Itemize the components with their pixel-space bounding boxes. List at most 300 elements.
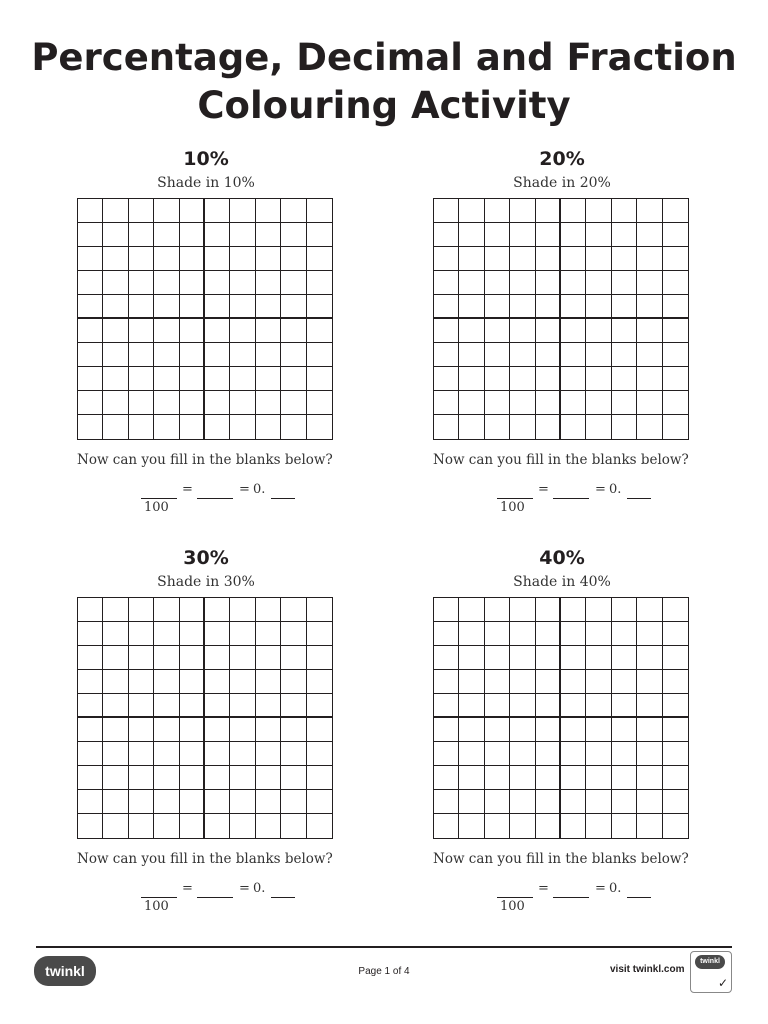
grid-cell[interactable] (536, 718, 561, 742)
grid-cell[interactable] (205, 718, 230, 742)
grid-cell[interactable] (536, 766, 561, 790)
grid-cell[interactable] (434, 367, 459, 391)
grid-cell[interactable] (78, 742, 103, 766)
grid-cell[interactable] (205, 598, 230, 622)
grid-cell[interactable] (129, 814, 154, 838)
grid-cell[interactable] (205, 295, 230, 319)
grid-cell[interactable] (256, 622, 281, 646)
grid-cell[interactable] (307, 367, 332, 391)
grid-cell[interactable] (561, 295, 586, 319)
grid-cell[interactable] (663, 391, 688, 415)
grid-cell[interactable] (434, 391, 459, 415)
grid-cell[interactable] (637, 295, 662, 319)
grid-cell[interactable] (612, 790, 637, 814)
grid-cell[interactable] (536, 199, 561, 223)
grid-cell[interactable] (256, 670, 281, 694)
grid-cell[interactable] (586, 367, 611, 391)
grid-cell[interactable] (154, 598, 179, 622)
grid-cell[interactable] (510, 295, 535, 319)
grid-cell[interactable] (459, 742, 484, 766)
grid-cell[interactable] (205, 415, 230, 439)
grid-cell[interactable] (103, 295, 128, 319)
grid-cell[interactable] (663, 367, 688, 391)
grid-cell[interactable] (230, 790, 255, 814)
grid-cell[interactable] (510, 718, 535, 742)
grid-cell[interactable] (663, 199, 688, 223)
grid-cell[interactable] (663, 343, 688, 367)
grid-cell[interactable] (78, 598, 103, 622)
grid-cell[interactable] (663, 790, 688, 814)
grid-cell[interactable] (307, 622, 332, 646)
grid-cell[interactable] (663, 670, 688, 694)
grid-cell[interactable] (154, 646, 179, 670)
grid-cell[interactable] (561, 790, 586, 814)
grid-cell[interactable] (637, 766, 662, 790)
grid-cell[interactable] (485, 622, 510, 646)
grid-cell[interactable] (510, 319, 535, 343)
grid-cell[interactable] (307, 718, 332, 742)
grid-cell[interactable] (256, 415, 281, 439)
grid-cell[interactable] (307, 343, 332, 367)
grid-cell[interactable] (180, 646, 205, 670)
grid-cell[interactable] (536, 247, 561, 271)
decimal-blank[interactable] (271, 498, 295, 499)
grid-cell[interactable] (307, 694, 332, 718)
visit-website-text[interactable]: visit twinkl.com (610, 964, 685, 975)
grid-cell[interactable] (129, 367, 154, 391)
grid-cell[interactable] (485, 391, 510, 415)
grid-cell[interactable] (230, 718, 255, 742)
grid-cell[interactable] (103, 391, 128, 415)
grid-cell[interactable] (281, 646, 306, 670)
grid-cell[interactable] (180, 598, 205, 622)
grid-cell[interactable] (434, 223, 459, 247)
decimal-blank[interactable] (627, 498, 651, 499)
grid-cell[interactable] (154, 622, 179, 646)
grid-cell[interactable] (485, 670, 510, 694)
grid-cell[interactable] (103, 694, 128, 718)
grid-cell[interactable] (536, 367, 561, 391)
grid-cell[interactable] (180, 742, 205, 766)
grid-cell[interactable] (307, 223, 332, 247)
grid-cell[interactable] (510, 223, 535, 247)
hundred-square-grid[interactable] (433, 198, 689, 440)
grid-cell[interactable] (256, 766, 281, 790)
grid-cell[interactable] (307, 391, 332, 415)
grid-cell[interactable] (663, 646, 688, 670)
grid-cell[interactable] (434, 343, 459, 367)
grid-cell[interactable] (78, 199, 103, 223)
numerator-blank[interactable] (497, 897, 533, 898)
grid-cell[interactable] (129, 391, 154, 415)
grid-cell[interactable] (510, 694, 535, 718)
grid-cell[interactable] (180, 223, 205, 247)
grid-cell[interactable] (459, 670, 484, 694)
grid-cell[interactable] (154, 814, 179, 838)
grid-cell[interactable] (510, 199, 535, 223)
grid-cell[interactable] (612, 223, 637, 247)
numerator-blank[interactable] (141, 897, 177, 898)
grid-cell[interactable] (637, 742, 662, 766)
grid-cell[interactable] (307, 295, 332, 319)
grid-cell[interactable] (78, 247, 103, 271)
grid-cell[interactable] (230, 319, 255, 343)
grid-cell[interactable] (637, 670, 662, 694)
grid-cell[interactable] (256, 343, 281, 367)
grid-cell[interactable] (281, 694, 306, 718)
grid-cell[interactable] (459, 598, 484, 622)
grid-cell[interactable] (637, 790, 662, 814)
grid-cell[interactable] (281, 766, 306, 790)
grid-cell[interactable] (103, 271, 128, 295)
grid-cell[interactable] (459, 271, 484, 295)
grid-cell[interactable] (561, 646, 586, 670)
grid-cell[interactable] (485, 223, 510, 247)
grid-cell[interactable] (637, 199, 662, 223)
grid-cell[interactable] (637, 814, 662, 838)
grid-cell[interactable] (256, 598, 281, 622)
grid-cell[interactable] (78, 319, 103, 343)
grid-cell[interactable] (129, 319, 154, 343)
grid-cell[interactable] (281, 598, 306, 622)
grid-cell[interactable] (612, 199, 637, 223)
grid-cell[interactable] (78, 415, 103, 439)
grid-cell[interactable] (256, 694, 281, 718)
grid-cell[interactable] (281, 295, 306, 319)
grid-cell[interactable] (78, 670, 103, 694)
grid-cell[interactable] (78, 367, 103, 391)
grid-cell[interactable] (510, 343, 535, 367)
grid-cell[interactable] (510, 766, 535, 790)
grid-cell[interactable] (663, 223, 688, 247)
grid-cell[interactable] (434, 694, 459, 718)
grid-cell[interactable] (281, 415, 306, 439)
grid-cell[interactable] (459, 295, 484, 319)
grid-cell[interactable] (129, 295, 154, 319)
grid-cell[interactable] (434, 295, 459, 319)
grid-cell[interactable] (459, 718, 484, 742)
grid-cell[interactable] (103, 718, 128, 742)
grid-cell[interactable] (561, 766, 586, 790)
grid-cell[interactable] (510, 742, 535, 766)
grid-cell[interactable] (205, 223, 230, 247)
grid-cell[interactable] (230, 247, 255, 271)
grid-cell[interactable] (103, 223, 128, 247)
grid-cell[interactable] (154, 694, 179, 718)
grid-cell[interactable] (180, 391, 205, 415)
percent-blank[interactable] (197, 498, 233, 499)
grid-cell[interactable] (637, 391, 662, 415)
grid-cell[interactable] (561, 670, 586, 694)
grid-cell[interactable] (103, 247, 128, 271)
grid-cell[interactable] (154, 319, 179, 343)
grid-cell[interactable] (154, 766, 179, 790)
grid-cell[interactable] (180, 694, 205, 718)
grid-cell[interactable] (561, 343, 586, 367)
grid-cell[interactable] (205, 622, 230, 646)
grid-cell[interactable] (459, 367, 484, 391)
grid-cell[interactable] (459, 415, 484, 439)
grid-cell[interactable] (129, 415, 154, 439)
grid-cell[interactable] (663, 742, 688, 766)
grid-cell[interactable] (230, 367, 255, 391)
grid-cell[interactable] (205, 790, 230, 814)
grid-cell[interactable] (256, 271, 281, 295)
grid-cell[interactable] (230, 415, 255, 439)
grid-cell[interactable] (485, 415, 510, 439)
grid-cell[interactable] (307, 670, 332, 694)
grid-cell[interactable] (561, 199, 586, 223)
grid-cell[interactable] (154, 742, 179, 766)
grid-cell[interactable] (561, 247, 586, 271)
grid-cell[interactable] (459, 247, 484, 271)
grid-cell[interactable] (485, 766, 510, 790)
grid-cell[interactable] (586, 199, 611, 223)
grid-cell[interactable] (281, 199, 306, 223)
grid-cell[interactable] (485, 367, 510, 391)
grid-cell[interactable] (612, 247, 637, 271)
grid-cell[interactable] (281, 367, 306, 391)
grid-cell[interactable] (485, 295, 510, 319)
grid-cell[interactable] (230, 391, 255, 415)
grid-cell[interactable] (129, 271, 154, 295)
grid-cell[interactable] (230, 598, 255, 622)
grid-cell[interactable] (281, 670, 306, 694)
decimal-blank[interactable] (627, 897, 651, 898)
grid-cell[interactable] (612, 415, 637, 439)
grid-cell[interactable] (307, 271, 332, 295)
grid-cell[interactable] (180, 367, 205, 391)
grid-cell[interactable] (485, 742, 510, 766)
grid-cell[interactable] (129, 199, 154, 223)
grid-cell[interactable] (154, 670, 179, 694)
grid-cell[interactable] (536, 271, 561, 295)
grid-cell[interactable] (612, 367, 637, 391)
grid-cell[interactable] (230, 622, 255, 646)
grid-cell[interactable] (637, 415, 662, 439)
numerator-blank[interactable] (141, 498, 177, 499)
percent-blank[interactable] (553, 897, 589, 898)
hundred-square-grid[interactable] (433, 597, 689, 839)
grid-cell[interactable] (281, 391, 306, 415)
grid-cell[interactable] (307, 199, 332, 223)
grid-cell[interactable] (663, 295, 688, 319)
grid-cell[interactable] (154, 247, 179, 271)
grid-cell[interactable] (180, 670, 205, 694)
grid-cell[interactable] (230, 295, 255, 319)
grid-cell[interactable] (103, 367, 128, 391)
grid-cell[interactable] (612, 766, 637, 790)
grid-cell[interactable] (586, 295, 611, 319)
grid-cell[interactable] (205, 199, 230, 223)
grid-cell[interactable] (434, 247, 459, 271)
grid-cell[interactable] (637, 718, 662, 742)
grid-cell[interactable] (256, 223, 281, 247)
grid-cell[interactable] (561, 415, 586, 439)
grid-cell[interactable] (307, 319, 332, 343)
grid-cell[interactable] (180, 718, 205, 742)
grid-cell[interactable] (256, 814, 281, 838)
grid-cell[interactable] (78, 766, 103, 790)
grid-cell[interactable] (561, 742, 586, 766)
grid-cell[interactable] (78, 295, 103, 319)
grid-cell[interactable] (103, 742, 128, 766)
grid-cell[interactable] (205, 271, 230, 295)
grid-cell[interactable] (586, 742, 611, 766)
grid-cell[interactable] (78, 343, 103, 367)
grid-cell[interactable] (78, 622, 103, 646)
grid-cell[interactable] (434, 646, 459, 670)
grid-cell[interactable] (637, 223, 662, 247)
grid-cell[interactable] (663, 598, 688, 622)
grid-cell[interactable] (103, 343, 128, 367)
grid-cell[interactable] (307, 415, 332, 439)
grid-cell[interactable] (256, 742, 281, 766)
grid-cell[interactable] (256, 718, 281, 742)
grid-cell[interactable] (154, 223, 179, 247)
grid-cell[interactable] (205, 694, 230, 718)
grid-cell[interactable] (510, 367, 535, 391)
grid-cell[interactable] (180, 247, 205, 271)
grid-cell[interactable] (129, 718, 154, 742)
grid-cell[interactable] (485, 271, 510, 295)
grid-cell[interactable] (536, 622, 561, 646)
grid-cell[interactable] (129, 790, 154, 814)
grid-cell[interactable] (230, 766, 255, 790)
grid-cell[interactable] (129, 694, 154, 718)
grid-cell[interactable] (459, 622, 484, 646)
grid-cell[interactable] (434, 622, 459, 646)
grid-cell[interactable] (103, 766, 128, 790)
grid-cell[interactable] (78, 646, 103, 670)
numerator-blank[interactable] (497, 498, 533, 499)
grid-cell[interactable] (434, 814, 459, 838)
grid-cell[interactable] (180, 319, 205, 343)
grid-cell[interactable] (256, 646, 281, 670)
grid-cell[interactable] (459, 319, 484, 343)
grid-cell[interactable] (129, 766, 154, 790)
grid-cell[interactable] (561, 694, 586, 718)
grid-cell[interactable] (103, 790, 128, 814)
grid-cell[interactable] (510, 247, 535, 271)
grid-cell[interactable] (434, 718, 459, 742)
grid-cell[interactable] (485, 319, 510, 343)
grid-cell[interactable] (536, 343, 561, 367)
grid-cell[interactable] (307, 814, 332, 838)
grid-cell[interactable] (561, 367, 586, 391)
grid-cell[interactable] (230, 670, 255, 694)
grid-cell[interactable] (230, 199, 255, 223)
grid-cell[interactable] (663, 271, 688, 295)
grid-cell[interactable] (485, 598, 510, 622)
grid-cell[interactable] (205, 814, 230, 838)
grid-cell[interactable] (510, 622, 535, 646)
grid-cell[interactable] (612, 295, 637, 319)
grid-cell[interactable] (256, 295, 281, 319)
grid-cell[interactable] (485, 199, 510, 223)
grid-cell[interactable] (536, 790, 561, 814)
grid-cell[interactable] (459, 814, 484, 838)
grid-cell[interactable] (510, 790, 535, 814)
grid-cell[interactable] (154, 367, 179, 391)
grid-cell[interactable] (459, 391, 484, 415)
grid-cell[interactable] (154, 391, 179, 415)
grid-cell[interactable] (180, 415, 205, 439)
grid-cell[interactable] (205, 319, 230, 343)
grid-cell[interactable] (586, 694, 611, 718)
grid-cell[interactable] (281, 790, 306, 814)
grid-cell[interactable] (561, 319, 586, 343)
grid-cell[interactable] (612, 391, 637, 415)
grid-cell[interactable] (154, 415, 179, 439)
grid-cell[interactable] (637, 646, 662, 670)
grid-cell[interactable] (510, 646, 535, 670)
grid-cell[interactable] (612, 646, 637, 670)
grid-cell[interactable] (434, 415, 459, 439)
grid-cell[interactable] (154, 343, 179, 367)
grid-cell[interactable] (230, 271, 255, 295)
grid-cell[interactable] (586, 319, 611, 343)
grid-cell[interactable] (637, 622, 662, 646)
grid-cell[interactable] (230, 223, 255, 247)
grid-cell[interactable] (459, 766, 484, 790)
grid-cell[interactable] (612, 271, 637, 295)
grid-cell[interactable] (459, 223, 484, 247)
grid-cell[interactable] (586, 391, 611, 415)
grid-cell[interactable] (205, 343, 230, 367)
grid-cell[interactable] (230, 814, 255, 838)
grid-cell[interactable] (78, 271, 103, 295)
grid-cell[interactable] (129, 343, 154, 367)
grid-cell[interactable] (663, 814, 688, 838)
grid-cell[interactable] (281, 814, 306, 838)
grid-cell[interactable] (256, 199, 281, 223)
grid-cell[interactable] (586, 223, 611, 247)
grid-cell[interactable] (103, 622, 128, 646)
grid-cell[interactable] (485, 343, 510, 367)
grid-cell[interactable] (510, 271, 535, 295)
grid-cell[interactable] (103, 199, 128, 223)
grid-cell[interactable] (434, 670, 459, 694)
grid-cell[interactable] (485, 694, 510, 718)
grid-cell[interactable] (612, 718, 637, 742)
grid-cell[interactable] (485, 646, 510, 670)
grid-cell[interactable] (459, 199, 484, 223)
grid-cell[interactable] (536, 415, 561, 439)
grid-cell[interactable] (307, 790, 332, 814)
grid-cell[interactable] (586, 646, 611, 670)
percent-blank[interactable] (553, 498, 589, 499)
grid-cell[interactable] (129, 646, 154, 670)
grid-cell[interactable] (536, 319, 561, 343)
grid-cell[interactable] (281, 343, 306, 367)
grid-cell[interactable] (663, 622, 688, 646)
grid-cell[interactable] (612, 343, 637, 367)
grid-cell[interactable] (103, 415, 128, 439)
grid-cell[interactable] (586, 622, 611, 646)
grid-cell[interactable] (586, 598, 611, 622)
grid-cell[interactable] (561, 718, 586, 742)
grid-cell[interactable] (561, 271, 586, 295)
grid-cell[interactable] (434, 598, 459, 622)
grid-cell[interactable] (536, 742, 561, 766)
grid-cell[interactable] (663, 319, 688, 343)
grid-cell[interactable] (205, 670, 230, 694)
grid-cell[interactable] (586, 790, 611, 814)
grid-cell[interactable] (510, 598, 535, 622)
grid-cell[interactable] (637, 367, 662, 391)
grid-cell[interactable] (230, 646, 255, 670)
